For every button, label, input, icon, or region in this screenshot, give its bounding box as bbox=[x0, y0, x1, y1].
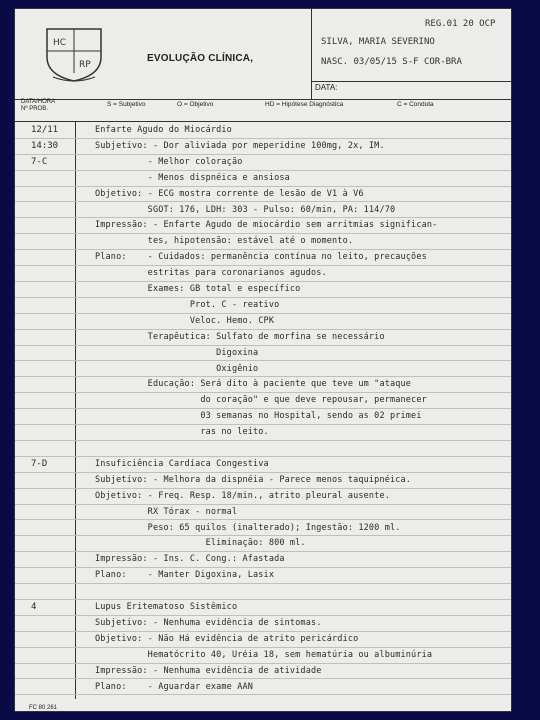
note-row bbox=[15, 265, 511, 282]
note-row bbox=[15, 567, 511, 584]
note-row bbox=[15, 599, 511, 616]
note-row bbox=[15, 170, 511, 187]
note-row bbox=[15, 504, 511, 521]
row-note-text: Educação: Será dito à paciente que teve um "ataque bbox=[95, 379, 412, 390]
note-row bbox=[15, 551, 511, 568]
row-note-text: Subjetivo: - Dor aliviada por meperidine 100mg, 2x, IM. bbox=[95, 140, 385, 151]
note-row bbox=[15, 186, 511, 203]
row-date-problem: 4 bbox=[31, 602, 37, 612]
note-row bbox=[15, 329, 511, 346]
column-label-date: DATA/HORA bbox=[21, 99, 56, 105]
row-date-problem: 7-D bbox=[31, 458, 48, 469]
patient-label bbox=[315, 9, 511, 81]
note-row bbox=[15, 679, 511, 696]
note-row bbox=[15, 138, 511, 155]
note-row bbox=[15, 408, 511, 425]
row-note-text: RX Tórax - normal bbox=[95, 506, 238, 517]
legend-diagnostic: HD = Hipótese Diagnóstica bbox=[265, 101, 344, 108]
row-date-problem: 14:30 bbox=[31, 140, 59, 151]
patient-birth: NASC. 03/05/15 S-F COR-BRA bbox=[321, 57, 462, 67]
patient-reg: REG.01 20 OCP bbox=[425, 19, 496, 29]
legend-conduct: C = Conduta bbox=[397, 101, 434, 108]
row-note-text: do coração" e que deve repousar, permanecer bbox=[95, 395, 427, 406]
row-note-text: Exames: GB total e específico bbox=[95, 284, 301, 294]
note-row bbox=[15, 233, 511, 250]
row-date-problem: 12/11 bbox=[31, 125, 59, 135]
note-row bbox=[15, 647, 511, 664]
row-note-text: Insuficiência Cardíaca Congestiva bbox=[95, 458, 269, 469]
row-note-text: Impressão: - Ins. C. Cong.: Afastada bbox=[95, 554, 285, 565]
row-note-text: Eliminação: 800 ml. bbox=[95, 538, 306, 549]
row-note-text: - Melhor coloração bbox=[95, 156, 243, 167]
row-note-text: Hematócrito 40, Uréia 18, sem hematúria ou albuminúria bbox=[95, 649, 433, 660]
row-note-text: tes, hipotensão: estável até o momento. bbox=[95, 236, 354, 247]
note-row bbox=[15, 520, 511, 537]
note-row bbox=[15, 217, 511, 234]
row-note-text: Objetivo: - Freq. Resp. 18/min., atrito pleural ausente. bbox=[95, 490, 390, 501]
page-title: EVOLUÇÃO CLÍNICA, bbox=[147, 53, 254, 64]
row-note-text: Peso: 65 quilos (inalterado); Ingestão: 1200 ml. bbox=[95, 522, 401, 533]
note-row bbox=[15, 456, 511, 473]
note-row bbox=[15, 392, 511, 409]
note-row bbox=[15, 361, 511, 378]
hospital-logo-icon bbox=[39, 23, 109, 85]
scan-edge bbox=[514, 0, 540, 720]
note-row bbox=[15, 583, 511, 600]
row-date-problem: 7-C bbox=[31, 156, 48, 167]
row-note-text: - Menos dispnéica e ansiosa bbox=[95, 172, 290, 183]
patient-name: SILVA, MARIA SEVERINO bbox=[321, 37, 435, 47]
note-row bbox=[15, 535, 511, 552]
row-note-text: Prot. C - reativo bbox=[95, 299, 280, 310]
row-note-text: 03 semanas no Hospital, sendo as 02 primei bbox=[95, 411, 422, 422]
note-row bbox=[15, 440, 511, 457]
row-note-text: Impressão: - Nenhuma evidência de atividade bbox=[95, 665, 322, 676]
row-note-text: Lupus Eritematoso Sistêmico bbox=[95, 602, 238, 612]
date-label: DATA: bbox=[315, 83, 338, 92]
row-note-text: Terapêutica: Sulfato de morfina se necessário bbox=[95, 331, 385, 342]
note-row bbox=[15, 615, 511, 632]
row-note-text: Plano: - Aguardar exame AAN bbox=[95, 681, 254, 692]
row-note-text: Enfarte Agudo do Miocárdio bbox=[95, 125, 232, 135]
note-row bbox=[15, 631, 511, 648]
note-row bbox=[15, 281, 511, 298]
note-row bbox=[15, 488, 511, 505]
logo-letters-top: HC bbox=[53, 38, 67, 48]
note-row bbox=[15, 313, 511, 330]
note-row bbox=[15, 345, 511, 362]
note-row bbox=[15, 472, 511, 489]
row-note-text: Oxigênio bbox=[95, 363, 259, 374]
clinical-evolution-sheet bbox=[14, 8, 512, 712]
column-label bbox=[21, 99, 55, 113]
row-note-text: estritas para coronarianos agudos. bbox=[95, 268, 327, 279]
header-divider bbox=[311, 9, 312, 99]
row-note-text: SGOT: 176, LDH: 303 - Pulso: 60/min, PA: 114/70 bbox=[95, 204, 396, 215]
column-label-problem: Nº PROB. bbox=[21, 106, 48, 112]
note-row bbox=[15, 297, 511, 314]
legend-objective: O = Objetivo bbox=[177, 101, 214, 108]
form-code: FC 80 261 bbox=[29, 705, 58, 711]
note-row bbox=[15, 376, 511, 393]
row-note-text: ras no leito. bbox=[95, 427, 269, 438]
header-date-divider bbox=[311, 81, 511, 82]
row-note-text: Subjetivo: - Melhora da dispnéia - Parece menos taquipnéica. bbox=[95, 474, 412, 485]
row-note-text: Objetivo: - ECG mostra corrente de lesão de V1 à V6 bbox=[95, 188, 364, 199]
row-note-text: Digoxina bbox=[95, 347, 259, 358]
row-note-text: Plano: - Manter Digoxina, Lasix bbox=[95, 570, 275, 581]
row-note-text: Objetivo: - Não Há evidência de atrito pericárdico bbox=[95, 633, 359, 644]
logo-letters-bottom: RP bbox=[79, 60, 91, 70]
note-row bbox=[15, 154, 511, 171]
row-note-text: Subjetivo: - Nenhuma evidência de sintomas. bbox=[95, 617, 322, 628]
row-note-text: Plano: - Cuidados: permanência contínua no leito, precauções bbox=[95, 252, 427, 263]
note-row bbox=[15, 424, 511, 441]
note-row bbox=[15, 122, 511, 139]
notes-area bbox=[15, 122, 511, 699]
note-row bbox=[15, 202, 511, 219]
note-row bbox=[15, 663, 511, 680]
sheet-header bbox=[15, 9, 511, 100]
row-note-text: Impressão: - Enfarte Agudo de miocárdio sem arritmias significan- bbox=[95, 220, 438, 231]
legend-subjective: S = Subjetivo bbox=[107, 101, 146, 108]
note-row bbox=[15, 249, 511, 266]
row-note-text: Veloc. Hemo. CPK bbox=[95, 315, 275, 326]
